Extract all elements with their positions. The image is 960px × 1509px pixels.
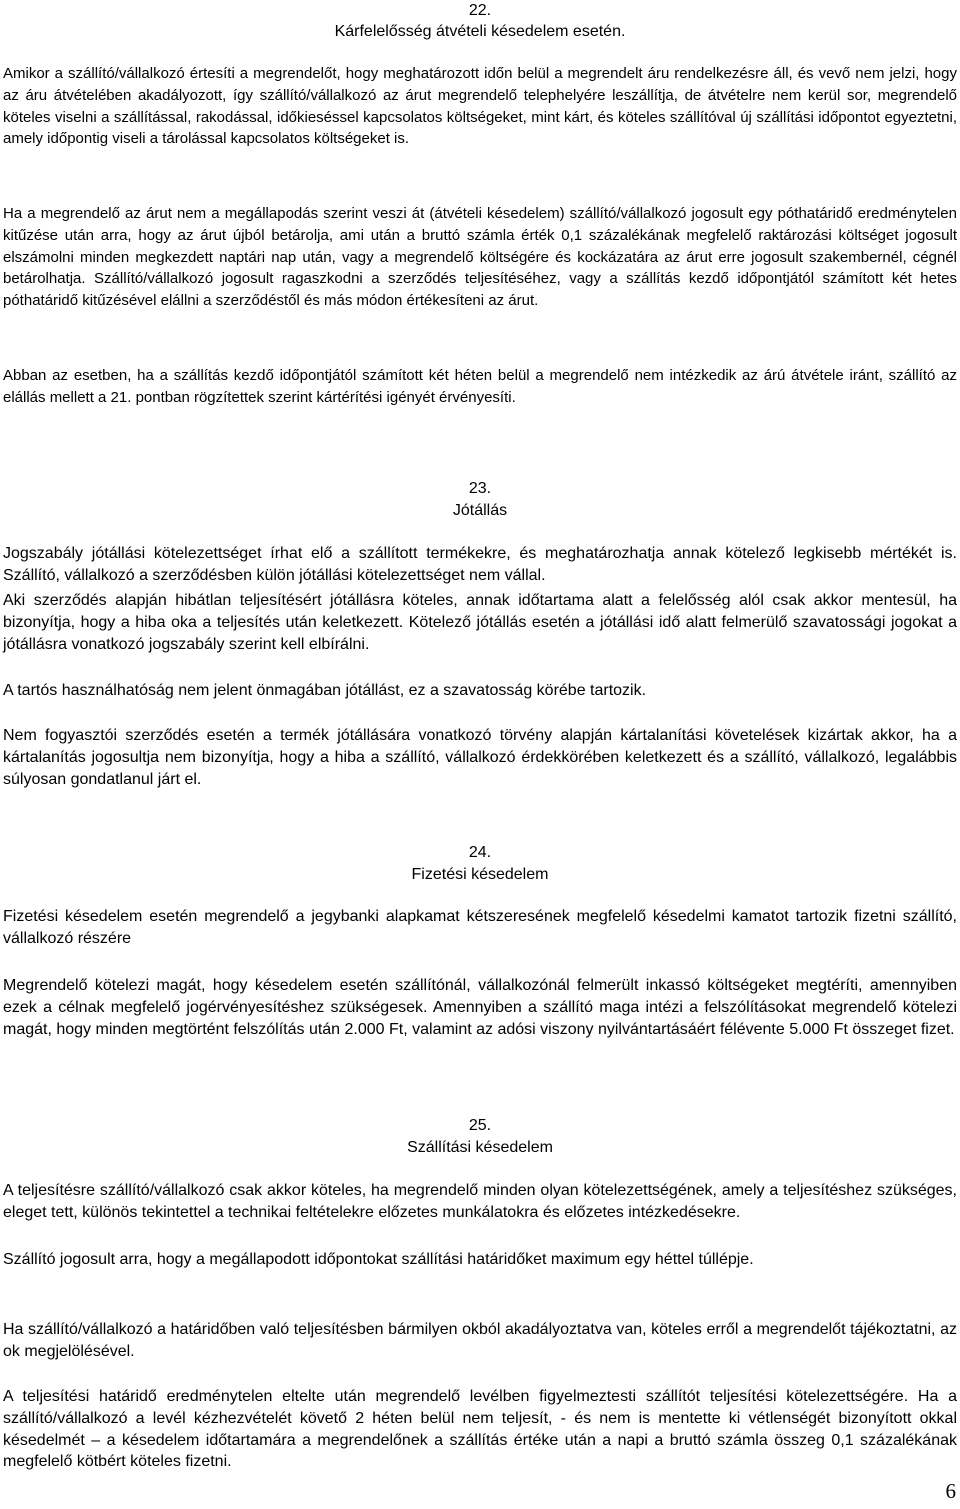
section-number-24: 24. xyxy=(468,844,492,861)
section-number-25: 25. xyxy=(468,1117,492,1134)
section-25-paragraph-3: Ha szállító/vállalkozó a határidőben való teljesítésben bármilyen okból akadályoztatva van, köteles erről a megrendelőt tájékoztatni, az ok megjelölésével. xyxy=(3,1321,957,1360)
section-title-23: Jótállás xyxy=(452,502,508,519)
section-22-paragraph-1: Amikor a szállító/vállalkozó értesíti a megrendelőt, hogy meghatározott időn belül a megrendelt áru rendelkezésre áll, és vevő nem jelzi, hogy az áru átvételében akadályozott, így szállító/vállalkozó az árut megrendelő telephelyére leszállítja, de átvételre nem kerül sor, megrendelő köteles viselni a szállítással, rakodással, időkieséssel kapcsolatos költségeket, mint kárt, és köteles szállítóval új szállítási időpontot egyeztetni, amely időpontig viseli a tárolással kapcsolatos költségeket is. xyxy=(3,65,957,148)
page-number: 6 xyxy=(945,1479,956,1503)
section-number-22: 22. xyxy=(468,2,492,19)
section-22-paragraph-3: Abban az esetben, ha a szállítás kezdő időpontjától számított két héten belül a megrendelő nem intézkedik az árú átvétele iránt, szállító az elállás mellett a 21. pontban rögzítettek szerint kártérítési igényét érvényesíti. xyxy=(3,367,957,406)
section-23-paragraph-3: A tartós használhatóság nem jelent önmagában jótállást, ez a szavatosság körébe tartozik. xyxy=(3,682,647,699)
section-title-25: Szállítási késedelem xyxy=(407,1139,553,1156)
section-25-paragraph-4: A teljesítési határidő eredménytelen eltelte után megrendelő levélben figyelmeztesti szállítót teljesítési kötelezettségére. Ha a szállító/vállalkozó a levél kézhezvételét követő 2 héten belül nem teljesít, - és nem is mentette ki vétlenségét bizonyított okkal késedelmét – a késedelem időtartamára a megrendelőnek a szállítás értéke után a napi a bruttó számla összeg 0,1 százalékának megfelelő kötbért köteles fizetni. xyxy=(3,1388,957,1471)
section-25-paragraph-1: A teljesítésre szállító/vállalkozó csak akkor köteles, ha megrendelő minden olyan kötelezettségének, amely a teljesítéshez szükséges, eleget tett, különös tekintettel a technikai feltételekre előzetes munkálatokra és előzetes intézkedésekre. xyxy=(3,1182,957,1221)
section-title-22: Kárfelelősség átvételi késedelem esetén. xyxy=(334,23,626,40)
section-23-paragraph-1: Jogszabály jótállási kötelezettséget írhat elő a szállított termékekre, és meghatározhatja annak kötelező legkisebb mértékét is. Szállító, vállalkozó a szerződésben külön jótállási kötelezettséget nem vállal. xyxy=(3,545,957,584)
section-24-paragraph-2: Megrendelő kötelezi magát, hogy késedelem esetén szállítónál, vállalkozónál felmerült inkassó költségeket megtéríti, amennyiben ezek a célnak megfelelő jogérvényesítéshez szükségesek. Amennyiben a szállító maga intézi a felszólításokat megrendelő kötelezi magát, hogy minden megtörtént felszólítás után 2.000 Ft, valamint az adósi viszony nyilvántartásáért félévente 5.000 Ft összeget fizet. xyxy=(3,977,957,1038)
section-title-24: Fizetési késedelem xyxy=(411,866,549,883)
section-23-paragraph-2: Aki szerződés alapján hibátlan teljesítésért jótállásra köteles, annak időtartama alatt a felelősség alól csak akkor mentesül, ha bizonyítja, hogy a hiba oka a teljesítés után keletkezett. Kötelező jótállás esetén a jótállási idő alatt felmerülő szavatossági jogokat a jótállásra vonatkozó jogszabály szerint kell elbírálni. xyxy=(3,592,957,653)
section-25-paragraph-2: Szállító jogosult arra, hogy a megállapodott időpontokat szállítási határidőket maximum egy héttel túllépje. xyxy=(3,1251,754,1268)
section-24-paragraph-1: Fizetési késedelem esetén megrendelő a jegybanki alapkamat kétszeresének megfelelő késedelmi kamatot tartozik fizetni szállító, vállalkozó részére xyxy=(3,908,957,947)
section-number-23: 23. xyxy=(468,480,492,497)
section-23-paragraph-4: Nem fogyasztói szerződés esetén a termék jótállására vonatkozó törvény alapján kártalanítási követelések kizártak akkor, ha a kártalanítás jogosultja nem bizonyítja, hogy a hiba a szállító, vállalkozó érdekkörében keletkezett és a szállító, vállalkozó, legalábbis súlyosan gondatlanul járt el. xyxy=(3,727,957,788)
section-22-paragraph-2: Ha a megrendelő az árut nem a megállapodás szerint veszi át (átvételi késedelem) szállító/vállalkozó jogosult egy póthatáridő eredménytelen kitűzése után arra, hogy az árut újból betárolja, ami után a bruttó számla érték 0,1 százalékának megfelelő raktározási költséget jogosult elszámolni minden megkezdett naptári nap után, vagy a megrendelő költségére és kockázatára az árut erre jogosult szakembernél, cégnél betárolhatja. Szállító/vállalkozó jogosult ragaszkodni a szerződés teljesítéséhez, vagy a szállítás kezdő időpontjától számított két hetes póthatáridő kitűzésével elállni a szerződéstől és más módon értékesíteni az árut. xyxy=(3,205,957,310)
